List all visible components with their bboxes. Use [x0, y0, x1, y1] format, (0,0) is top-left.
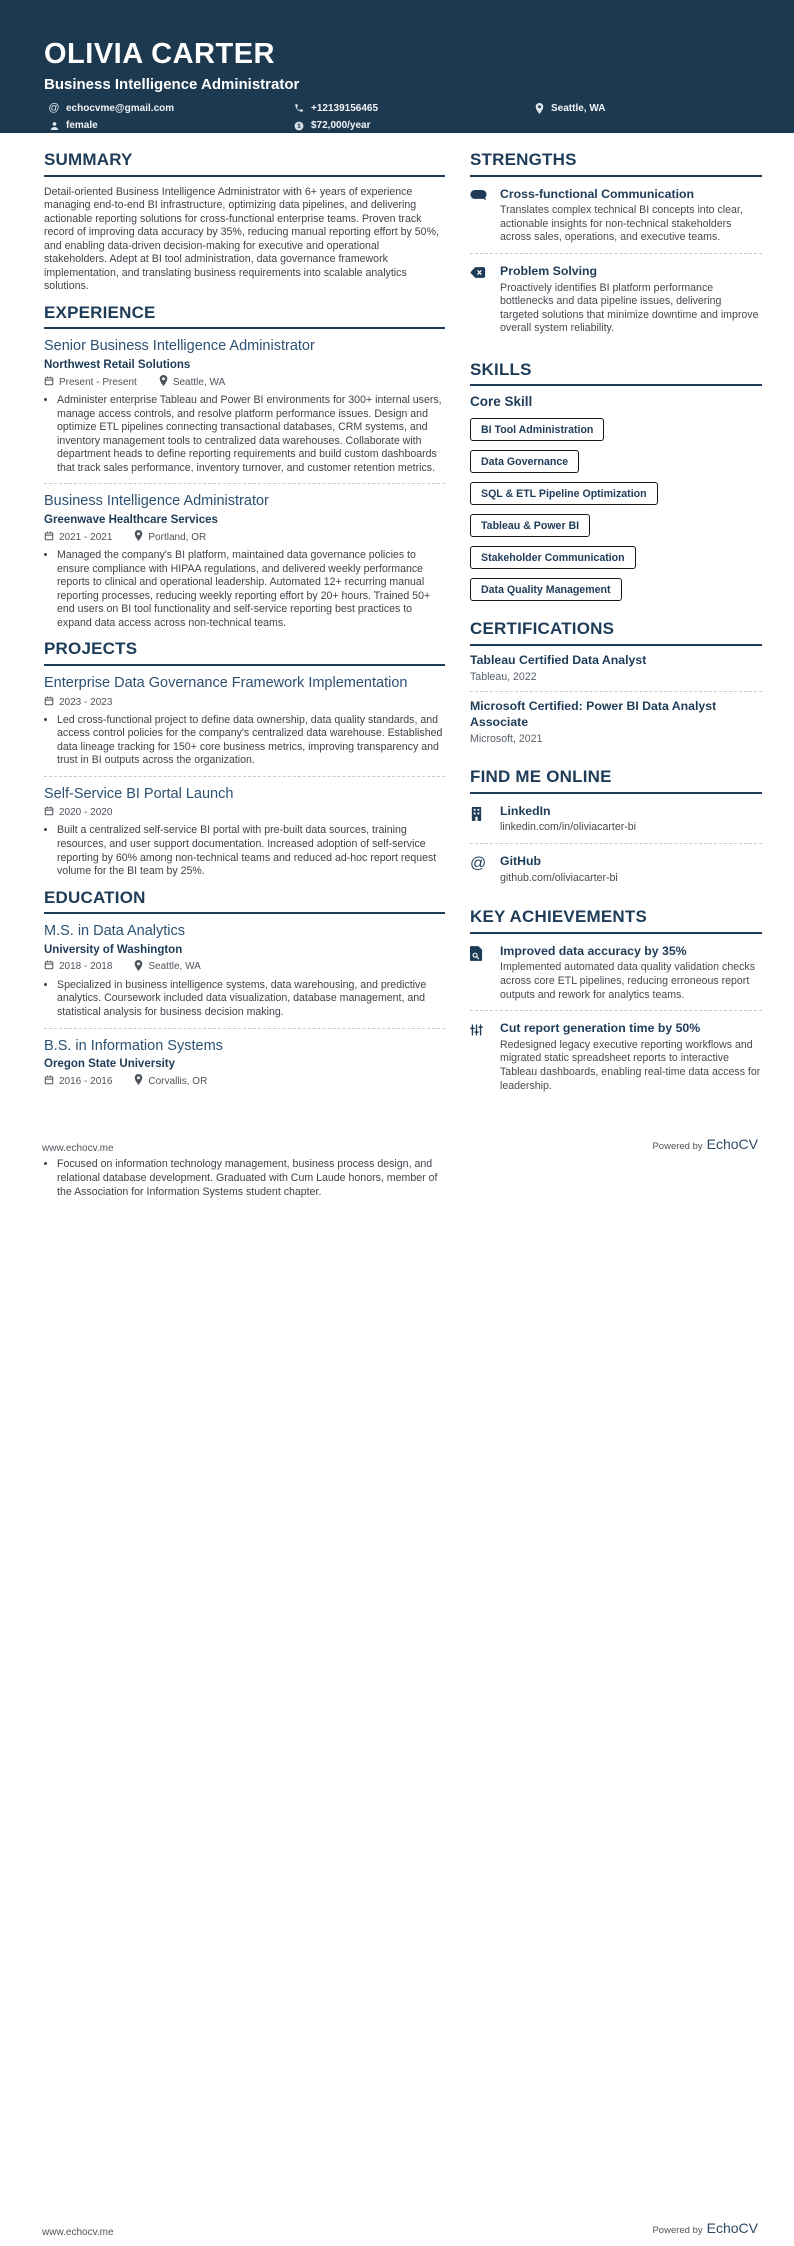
strengths-section — [470, 150, 762, 336]
certification-entry — [470, 653, 762, 683]
contact-gender — [48, 120, 293, 131]
divider — [470, 253, 762, 254]
dollar-circle-icon — [293, 121, 305, 131]
gender-text: female — [66, 120, 98, 131]
profile-url[interactable]: github.com/oliviacarter-bi — [500, 871, 618, 884]
summary-heading: SUMMARY — [44, 150, 445, 177]
phone-icon — [293, 103, 305, 113]
project-meta — [44, 696, 445, 709]
key-achievements-heading: KEY ACHIEVEMENTS — [470, 907, 762, 934]
contact-location — [533, 102, 764, 114]
achievement-item — [470, 1021, 762, 1093]
online-profile — [470, 854, 762, 885]
location-text: Seattle, WA — [551, 102, 606, 114]
skill-group-title: Core Skill — [470, 394, 533, 410]
skill-pill: Data Quality Management — [470, 578, 622, 601]
left-column — [44, 150, 445, 1088]
experience-entry — [44, 493, 445, 630]
project-title: Self-Service BI Portal Launch — [44, 785, 234, 802]
powered-by — [652, 2220, 758, 2238]
job-title: Business Intelligence Administrator — [44, 493, 269, 510]
speech-pill-icon — [470, 187, 500, 245]
education-dates: 2016 - 2016 — [59, 1075, 113, 1087]
powered-by-label: Powered by — [652, 1141, 703, 1152]
contact-email[interactable] — [48, 102, 293, 114]
job-meta — [44, 375, 445, 389]
page-footer — [42, 1136, 758, 1154]
pin-icon — [134, 960, 143, 974]
job-dates: 2021 - 2021 — [59, 531, 113, 543]
certification-entry — [470, 699, 762, 745]
job-location: Seattle, WA — [172, 376, 226, 388]
summary-section — [44, 150, 445, 294]
achievement-item — [470, 944, 762, 1002]
project-entry — [44, 786, 445, 879]
education-location: Corvallis, OR — [148, 1075, 208, 1087]
pin-icon — [134, 1074, 143, 1088]
job-title: Senior Business Intelligence Administrator — [44, 338, 315, 355]
contact-salary — [293, 120, 533, 131]
at-icon: @ — [470, 854, 487, 872]
education-bullet: • Specialized in business intelligence systems, data warehousing, and predictive analytics. Coursework included data visualization, database management, and statistical analysis for business decision making. — [57, 979, 445, 1020]
degree-title: M.S. in Data Analytics — [44, 923, 186, 940]
profile-label: GitHub — [500, 853, 541, 868]
powered-by-label: Powered by — [652, 2225, 703, 2236]
education-meta — [44, 960, 445, 974]
experience-heading: EXPERIENCE — [44, 303, 445, 330]
job-dates: Present - Present — [59, 376, 137, 388]
calendar-icon — [44, 960, 54, 973]
find-me-online-heading: FIND ME ONLINE — [470, 767, 762, 794]
pin-icon — [533, 103, 545, 114]
calendar-icon — [44, 376, 54, 389]
candidate-title: Business Intelligence Administrator — [44, 76, 300, 93]
x-tag-icon — [470, 264, 500, 336]
online-profile — [470, 804, 762, 835]
certifications-heading: CERTIFICATIONS — [470, 619, 762, 646]
strengths-heading: STRENGTHS — [470, 150, 762, 177]
candidate-name: OLIVIA CARTER — [44, 38, 275, 70]
strength-text: Translates complex technical BI concepts into clear, actionable insights for non-technical stakeholders across sales, operations, and executive teams. — [500, 204, 743, 244]
sliders-icon — [470, 1021, 500, 1093]
right-column — [470, 150, 762, 1093]
divider — [44, 483, 445, 484]
education-bullet: • Focused on information technology management, business process design, and relational database development. Graduated with Cum Laude honors, member of the Association for Information Systems student chapter. — [57, 1158, 448, 1200]
project-dates: 2023 - 2023 — [59, 696, 113, 708]
brand-link[interactable]: EchoCV — [706, 1136, 758, 1152]
email-text: echocvme@gmail.com — [66, 102, 175, 114]
job-company: Greenwave Healthcare Services — [44, 514, 218, 527]
achievement-text: Redesigned legacy executive reporting workflows and migrated static spreadsheet reports to interactive Tableau dashboards, enabling real-time data access for leadership. — [500, 1038, 761, 1092]
calendar-icon — [44, 1075, 54, 1088]
building-icon — [470, 804, 500, 835]
profile-url[interactable]: linkedin.com/in/oliviacarter-bi — [500, 821, 637, 834]
certifications-section — [470, 619, 762, 745]
strength-item — [470, 187, 762, 245]
school-name: University of Washington — [44, 943, 183, 956]
contact-info — [44, 102, 764, 131]
calendar-icon — [44, 531, 54, 544]
skill-pill: Stakeholder Communication — [470, 546, 636, 569]
project-bullet: • Led cross-functional project to define data ownership, data quality standards, and access control policies for the company's centralized data warehouse. Established data lineage tracking for 150+ core business metrics, improving transparency and trust in BI outputs across the organization. — [57, 714, 445, 768]
education-entry — [44, 923, 445, 1019]
salary-text: $72,000/year — [311, 120, 371, 131]
job-location: Portland, OR — [148, 531, 207, 543]
project-meta — [44, 806, 445, 819]
education-section — [44, 888, 445, 1089]
experience-entry — [44, 338, 445, 475]
education-heading: EDUCATION — [44, 888, 445, 915]
certification-issuer: Tableau, 2022 — [470, 671, 537, 684]
divider — [470, 843, 762, 844]
contact-phone[interactable] — [293, 102, 533, 114]
strength-item — [470, 264, 762, 336]
calendar-icon — [44, 696, 54, 709]
svg-text:$: $ — [297, 123, 301, 130]
phone-text: +12139156465 — [311, 102, 379, 114]
certification-issuer: Microsoft, 2021 — [470, 733, 543, 746]
project-bullet: • Built a centralized self-service BI portal with pre-built data sources, training resources, and user support documentation. Increased adoption of self-service reporting by 60% among non-technical teams and reduced ad-hoc report request volume for the BI team by 25%. — [57, 824, 445, 878]
achievement-text: Implemented automated data quality validation checks across core ETL pipelines, reducing erroneous report outputs and rework for analytics teams. — [500, 961, 755, 1001]
strength-text: Proactively identifies BI platform performance bottlenecks and data pipeline issues, delivering targeted solutions that minimize downtime and improve overall system reliability. — [500, 281, 759, 335]
job-bullet: • Managed the company's BI platform, maintained data governance policies to ensure compliance with HIPAA regulations, and delivered weekly performance reports to clinical and operational leadership. Automated 12+ recurring manual reporting processes, reducing weekly reporting effort by 20+ hours. Trained 50+ end users on BI tool functionality and self-service reporting best practices to expand data access across non-technical teams. — [57, 549, 445, 630]
at-icon: @ — [48, 102, 60, 114]
pin-icon — [159, 375, 168, 389]
project-title: Enterprise Data Governance Framework Implementation — [44, 674, 408, 691]
education-location: Seattle, WA — [148, 961, 201, 973]
project-entry — [44, 675, 445, 768]
strength-title: Cross-functional Communication — [500, 186, 695, 201]
powered-by — [652, 1136, 758, 1154]
experience-section — [44, 303, 445, 630]
skill-pill: Tableau & Power BI — [470, 514, 590, 537]
skills-section — [470, 360, 762, 602]
summary-text: Detail-oriented Business Intelligence Administrator with 6+ years of experience managing end-to-end BI infrastructure, optimizing data pipelines, and delivering actionable reporting solutions for cross-functional enterprise teams. Proven track record of improving data accuracy by 35%, reducing manual reporting effort by 50%, and enabling data-driven decision-making for executive and operational stakeholders. Adept at BI tool administration, data governance framework implementation, and translating business requirements into scalable analytics solutions. — [44, 185, 439, 293]
certification-title: Microsoft Certified: Power BI Data Analyst Associate — [470, 699, 717, 729]
projects-section — [44, 639, 445, 878]
divider — [470, 691, 762, 692]
education-overflow — [44, 1158, 448, 1200]
skill-pill: Data Governance — [470, 450, 579, 473]
calendar-icon — [44, 806, 54, 819]
key-achievements-section — [470, 907, 762, 1093]
divider — [470, 1010, 762, 1011]
education-meta — [44, 1074, 445, 1088]
header — [0, 0, 794, 133]
divider — [44, 1028, 445, 1029]
skill-pill: BI Tool Administration — [470, 418, 604, 441]
projects-heading: PROJECTS — [44, 639, 445, 666]
strength-title: Problem Solving — [500, 263, 598, 278]
degree-title: B.S. in Information Systems — [44, 1037, 223, 1054]
achievement-title: Improved data accuracy by 35% — [500, 943, 687, 958]
document-search-icon — [470, 944, 500, 1002]
job-bullet: • Administer enterprise Tableau and Power BI environments for 300+ internal users, manage access controls, and resolve platform performance issues. Design and optimize ETL pipelines connecting transactional databases, CRM systems, and inventory management tools to centralized data warehouses. Collaborate with department heads to define reporting requirements and build custom dashboards that track sales performance, inventory turnover, and customer retention metrics. — [57, 394, 445, 475]
skill-pill-list — [470, 418, 762, 601]
certification-title: Tableau Certified Data Analyst — [470, 652, 647, 667]
divider — [44, 776, 445, 777]
skill-pill: SQL & ETL Pipeline Optimization — [470, 482, 658, 505]
overflow-bullet-list — [44, 1158, 448, 1200]
job-company: Northwest Retail Solutions — [44, 359, 191, 372]
education-entry — [44, 1038, 445, 1089]
project-dates: 2020 - 2020 — [59, 807, 113, 819]
profile-label: LinkedIn — [500, 803, 551, 818]
education-dates: 2018 - 2018 — [59, 961, 113, 973]
site-link[interactable]: www.echocv.me — [42, 1143, 114, 1154]
job-meta — [44, 530, 445, 544]
find-me-online-section — [470, 767, 762, 885]
skills-heading: SKILLS — [470, 360, 762, 387]
school-name: Oregon State University — [44, 1058, 176, 1071]
brand-link[interactable]: EchoCV — [706, 2220, 758, 2236]
pin-icon — [134, 530, 143, 544]
person-icon — [48, 121, 60, 131]
site-link[interactable]: www.echocv.me — [42, 2227, 114, 2238]
achievement-title: Cut report generation time by 50% — [500, 1021, 701, 1036]
page-footer — [42, 2220, 758, 2238]
